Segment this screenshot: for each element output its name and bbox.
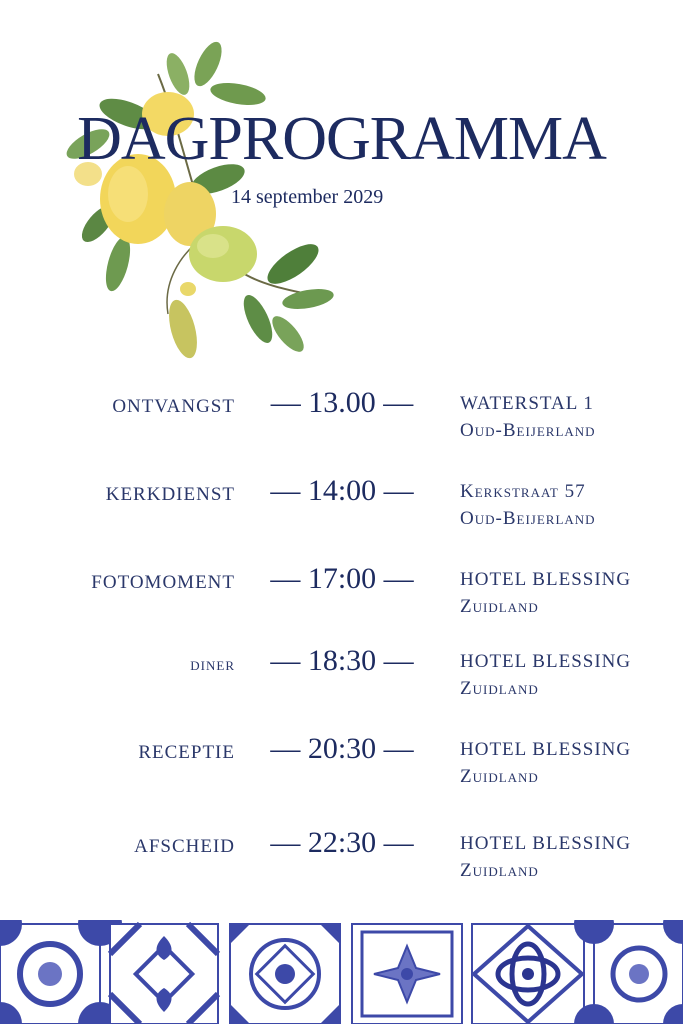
location-town: Zuidland [460, 596, 539, 617]
tile-icon [0, 920, 122, 1024]
schedule-row [0, 732, 683, 802]
event-name: KERKDIENST [105, 484, 235, 505]
event-location [460, 736, 631, 790]
location-place: HOTEL BLESSING [460, 569, 632, 590]
location-town: Oud-Beijerland [460, 508, 596, 529]
event-location [460, 478, 596, 532]
location-town: Zuidland [460, 678, 539, 699]
schedule-row [0, 474, 683, 544]
location-town: Oud-Beijerland [460, 420, 596, 441]
event-time: — 20:30 — [270, 732, 414, 765]
location-place: WATERSTAL 1 [460, 393, 594, 414]
tile-icon [574, 920, 683, 1024]
event-time: — 17:00 — [270, 562, 414, 595]
delft-tile-border [0, 920, 683, 1024]
location-town: Zuidland [460, 860, 539, 881]
schedule-row [0, 386, 683, 456]
tile-icon [472, 924, 584, 1024]
event-location [460, 648, 631, 702]
event-time: — 22:30 — [270, 826, 414, 859]
schedule-row [0, 826, 683, 896]
schedule-row [0, 644, 683, 714]
location-place: Kerkstraat 57 [460, 481, 586, 502]
tile-icon [352, 924, 462, 1024]
schedule-row [0, 562, 683, 632]
location-town: Zuidland [460, 766, 539, 787]
event-name: RECEPTIE [138, 742, 235, 763]
location-place: HOTEL BLESSING [460, 739, 632, 760]
event-name: diner [190, 654, 235, 675]
event-location [460, 566, 631, 620]
tile-icon [110, 924, 218, 1024]
event-name: ONTVANGST [112, 396, 235, 417]
event-time: — 13.00 — [270, 386, 414, 419]
location-place: HOTEL BLESSING [460, 651, 632, 672]
event-name: FOTOMOMENT [91, 572, 235, 593]
event-date: 14 september 2029 [231, 186, 384, 208]
event-location [460, 390, 596, 444]
tile-icon [230, 924, 340, 1024]
page-title: DAGPROGRAMMA [77, 105, 606, 173]
event-name: AFSCHEID [134, 836, 235, 857]
event-location [460, 830, 631, 884]
event-time: — 18:30 — [270, 644, 414, 677]
location-place: HOTEL BLESSING [460, 833, 632, 854]
event-time: — 14:00 — [270, 474, 414, 507]
